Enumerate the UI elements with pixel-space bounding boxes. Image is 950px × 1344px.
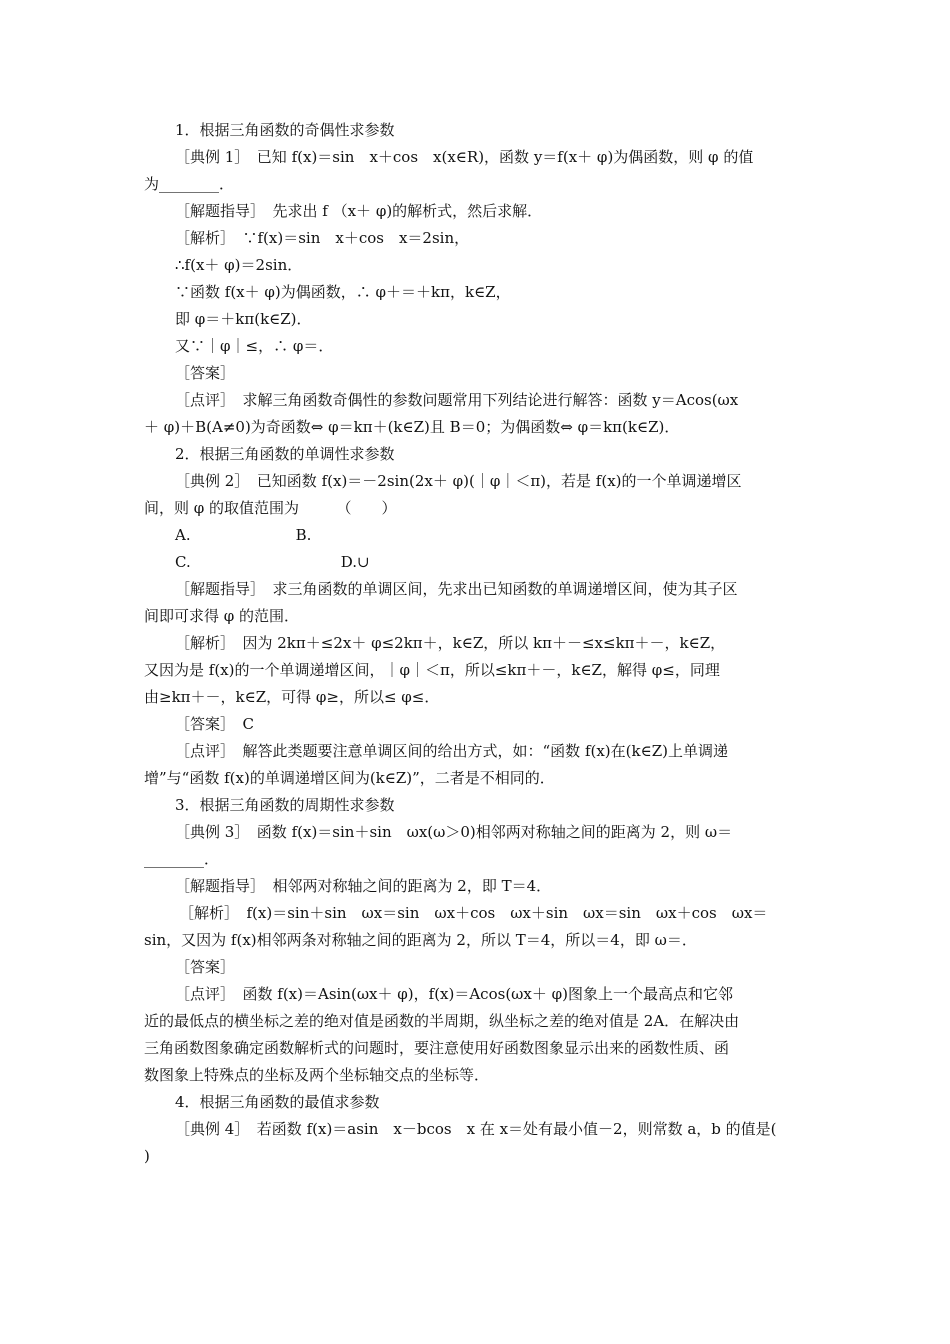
text-line: ［解析］ 因为 2kπ＋≤2x＋ φ≤2kπ＋，k∈Z，所以 kπ＋－≤x≤kπ＋－，k∈Z， [175, 634, 726, 652]
text-line: 2．根据三角函数的单调性求参数 [175, 445, 395, 463]
text-line: ［解析］ f(x)＝sin＋sin ωx＝sin ωx＋cos ωx＋sin ωx＝sin ωx＋cos ωx＝ [179, 904, 768, 922]
text-line: 近的最低点的横坐标之差的绝对值是函数的半周期，纵坐标之差的绝对值是 2A．在解决由 [144, 1012, 740, 1030]
text-line: ________． [144, 850, 220, 868]
text-line: ［典例 2］ 已知函数 f(x)＝－2sin(2x＋ φ)(｜φ｜＜π)，若是 f(x)的一个单调递增区 [175, 472, 742, 490]
text-line: 即 φ＝＋kπ(k∈Z)． [175, 310, 312, 328]
text-line: 4．根据三角函数的最值求参数 [175, 1093, 380, 1111]
text-line: 间即可求得 φ 的范围． [144, 607, 300, 625]
text-line: 3．根据三角函数的周期性求参数 [175, 796, 395, 814]
text-line: ［点评］ 解答此类题要注意单调区间的给出方式，如：“函数 f(x)在(k∈Z)上单调递 [175, 742, 728, 760]
text-line: C. D.∪ [175, 553, 370, 571]
text-line: 间，则 φ 的取值范围为 （ ） [144, 499, 397, 517]
text-line: 三角函数图象确定函数解析式的问题时，要注意使用好函数图象显示出来的函数性质、函 [144, 1039, 730, 1057]
text-line: ［答案］ [175, 958, 236, 976]
text-line: 由≥kπ＋－，k∈Z，可得 φ≥，所以≤ φ≤． [144, 688, 440, 706]
text-line: ［点评］ 求解三角函数奇偶性的参数问题常用下列结论进行解答：函数 y＝Acos(ωx [175, 391, 739, 409]
text-line: ［解题指导］ 相邻两对称轴之间的距离为 2，即 T＝4． [175, 877, 552, 895]
text-line: ［解析］ ∵f(x)＝sin x＋cos x＝2sin， [175, 229, 470, 247]
text-line: ［答案］ C [175, 715, 254, 733]
text-line: 数图象上特殊点的坐标及两个坐标轴交点的坐标等． [144, 1066, 490, 1084]
text-line: 又∵｜φ｜≤，∴ φ＝． [175, 337, 334, 355]
text-line: 1．根据三角函数的奇偶性求参数 [175, 121, 395, 139]
text-line: 增”与“函数 f(x)的单调递增区间为(k∈Z)”，二者是不相同的． [144, 769, 555, 787]
text-line: ［典例 1］ 已知 f(x)＝sin x＋cos x(x∈R)，函数 y＝f(x＋ φ)为偶函数，则 φ 的值 [175, 148, 754, 166]
text-line: ∵函数 f(x＋ φ)为偶函数，∴ φ＋＝＋kπ，k∈Z， [175, 283, 511, 301]
text-line: ［典例 3］ 函数 f(x)＝sin＋sin ωx(ω＞0)相邻两对称轴之间的距离为 2，则 ω＝ [175, 823, 733, 841]
text-line: ∴f(x＋ φ)＝2sin． [175, 256, 303, 274]
text-line: ＋ φ)＋B(A≠0)为奇函数⇔ φ＝kπ＋(k∈Z)且 B＝0；为偶函数⇔ φ＝kπ(k∈Z)． [144, 418, 680, 436]
text-line: ［解题指导］ 先求出 f （x＋ φ)的解析式，然后求解． [175, 202, 543, 220]
text-line: 又因为是 f(x)的一个单调递增区间，｜φ｜＜π，所以≤kπ＋－，k∈Z，解得 φ≤，同理 [144, 661, 720, 679]
text-line: ［解题指导］ 求三角函数的单调区间，先求出已知函数的单调递增区间，使为其子区 [175, 580, 738, 598]
text-line: ) [144, 1147, 150, 1165]
text-line: sin，又因为 f(x)相邻两条对称轴之间的距离为 2，所以 T＝4，所以＝4，即 ω＝． [144, 931, 697, 949]
text-line: ［答案］ [175, 364, 236, 382]
text-line: 为________． [144, 175, 235, 193]
text-line: ［点评］ 函数 f(x)＝Asin(ωx＋ φ)，f(x)＝Acos(ωx＋ φ)图象上一个最高点和它邻 [175, 985, 733, 1003]
text-line: A. B. [175, 526, 312, 544]
text-line: ［典例 4］ 若函数 f(x)＝asin x－bcos x 在 x＝处有最小值－2，则常数 a，b 的值是( [175, 1120, 777, 1138]
document-body [144, 117, 812, 1170]
